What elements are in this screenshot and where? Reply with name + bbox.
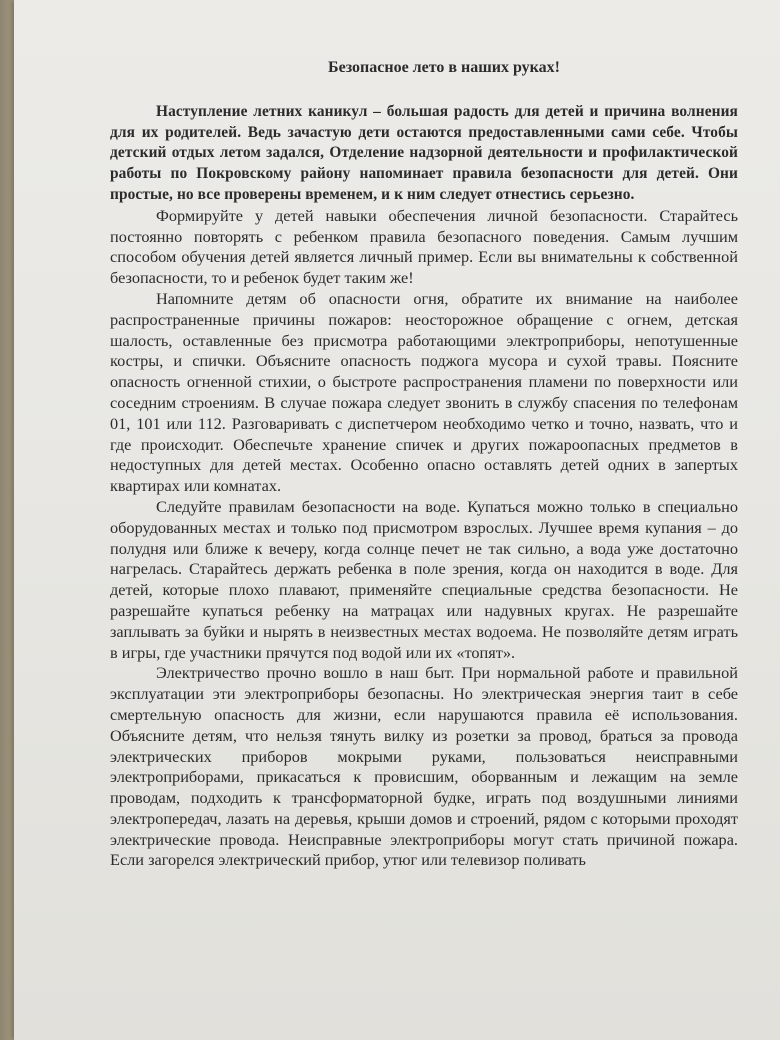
intro-paragraph: Наступление летних каникул – большая радость для детей и причина волнения для их родителей. Ведь зачастую дети остаются предоставленными сами себе. Чтобы детский отдых летом задался, Отделение надзорной деятельности и профилактической работы по Покровскому району напоминает правила безопасности для детей. Они простые, но все проверены временем, и к ним следует отнестись серьезно. xyxy=(110,102,738,203)
paragraph-water-safety: Следуйте правилам безопасности на воде. Купаться можно только в специально оборудованных местах и только под присмотром взрослых. Лучшее время купания – до полудня или ближе к вечеру, когда солнце печет не так сильно, а вода уже достаточно нагрелась. Старайтесь держать ребенка в поле зрения, когда он находится в воде. Для детей, которые плохо плавают, применяйте специальные средства безопасности. Не разрешайте купаться ребенку на матрацах или надувных кругах. Не разрешайте заплывать за буйки и нырять в неизвестных местах водоема. Не позволяйте детям играть в игры, где участники прячутся под водой или их «топят». xyxy=(110,496,738,662)
paper-sheet xyxy=(14,0,780,1040)
paragraph-electric-safety: Электричество прочно вошло в наш быт. При нормальной работе и правильной эксплуатации эти электроприборы безопасны. Но электрическая энергия таит в себе смертельную опасность для жизни, если нарушаются правила её использования. Объясните детям, что нельзя тянуть вилку из розетки за провод, браться за провода электрических приборов мокрыми руками, пользоваться неисправными электроприборами, прикасаться к провисшим, оборванным и лежащим на земле проводам, подходить к трансформаторной будке, играть под воздушными линиями электропередач, лазать на деревья, крыши домов и строений, рядом с которыми проходят электрические провода. Неисправные электроприборы могут стать причиной пожара. Если загорелся электрический прибор, утюг или телевизор поливать xyxy=(110,663,738,870)
document-title: Безопасное лето в наших руках! xyxy=(328,59,560,76)
paragraph-fire-safety: Напомните детям об опасности огня, обратите их внимание на наиболее распространенные причины пожаров: неосторожное обращение с огнем, детская шалость, оставленные без присмотра работающими электроприборы, непотушенные костры, и спички. Объясните опасность поджога мусора и сухой травы. Поясните опасность огненной стихии, о быстроте распространения пламени по поверхности или соседним строениям. В случае пожара следует звонить в службу спасения по телефонам 01, 101 или 112. Разговаривать с диспетчером необходимо четко и точно, назвать, что и где происходит. Обеспечьте хранение спичек и других пожароопасных предметов в недоступных для детей местах. Особенно опасно оставлять детей одних в запертых квартирах или комнатах. xyxy=(110,288,738,496)
document-body xyxy=(110,58,738,871)
paragraph-personal-safety: Формируйте у детей навыки обеспечения личной безопасности. Старайтесь постоянно повторять с ребенком правила безопасного поведения. Самым лучшим способом обучения детей является личный пример. Если вы внимательны к собственной безопасности, то и ребенок будет таким же! xyxy=(110,205,738,288)
